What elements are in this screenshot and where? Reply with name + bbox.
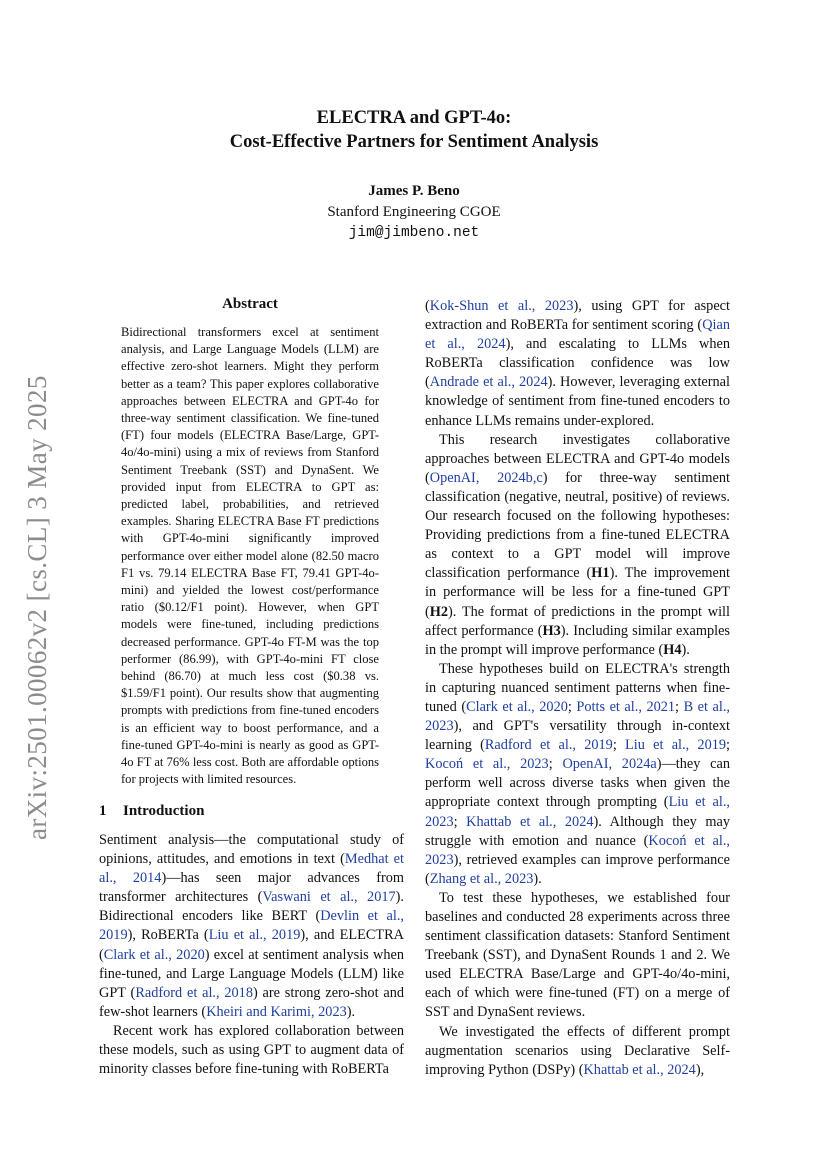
paper-title [0,106,828,154]
text-run: ; [453,813,467,830]
text-run: ; [675,698,684,715]
citation-link[interactable]: Andrade et al., 2024 [429,374,548,391]
citation-link[interactable]: Radford et al., 2018 [135,984,253,1001]
text-run: ), and ELECTRA ( [99,927,404,963]
text-run: We investigated the effects of different prompt augmentation scenarios using Declarative Self-improving Python (DSPy) ( [425,1023,730,1078]
text-run: These hypotheses build on ELECTRA's strength in capturing nuanced sentiment patterns when fine-tuned ( [425,660,730,715]
text-run: ; [567,698,577,715]
text-run: ). [681,641,690,658]
section-heading [99,803,405,820]
section-number: 1 [99,803,107,819]
citation-link[interactable]: Vaswani et al., 2017 [262,889,396,906]
paragraph [425,297,730,431]
text-run: ), using GPT for aspect extraction and RoBERTa for sentiment scoring ( [425,298,730,334]
text-run: )—has seen major advances from transformer architectures ( [99,870,404,906]
paragraph [425,889,730,1023]
paragraph [425,431,730,660]
text-run: This research investigates collaborative approaches between ELECTRA and GPT-4o models ( [425,431,730,486]
text-run: ). The format of predictions in the prompt will affect performance ( [425,603,730,639]
arxiv-identifier[interactable]: arXiv:2501.00062v2 [cs.CL] 3 May 2025 [22,375,52,840]
author-block [0,181,828,244]
text-run: ; [548,756,563,773]
paragraph [99,1022,404,1079]
citation-link[interactable]: Clark et al., 2020 [103,946,205,963]
text-run: Recent work has explored collaboration between these models, such as using GPT to augment data of minority classes before fine-tuning with RoBERTa [99,1022,404,1078]
text-run: ) for three-way sentiment classification (negative, neutral, positive) of reviews. Our research focused on the following hypotheses: Providing predictions from a fine-tuned ELECTRA as context to a GPT model will improve classification performance ( [425,469,730,582]
citation-link[interactable]: Liu et al., 2019 [208,927,301,944]
paragraph [425,1023,730,1080]
hypothesis-label: H1 [591,565,610,582]
citation-link[interactable]: Potts et al., 2021 [576,698,676,715]
paragraph [425,660,730,889]
author-name: James P. Beno [368,183,460,199]
text-run: ). Including similar examples in the prompt will improve performance ( [425,622,730,658]
citation-link[interactable]: Devlin et al., 2019 [99,908,404,944]
text-run: )—they can perform well across diverse tasks when given the appropriate context through prompting ( [425,756,731,811]
left-column-body [99,831,404,1079]
text-run: ), [695,1061,705,1078]
citation-link[interactable]: Radford et al., 2019 [484,737,613,754]
citation-link[interactable]: Kok-Shun et al., 2023 [429,298,574,314]
text-run: ), retrieved examples can improve performance ( [425,851,730,887]
text-run: ( [425,298,430,314]
citation-link[interactable]: Liu et al., 2019 [625,737,727,754]
text-run: ), and escalating to LLMs when RoBERTa classification confidence was low ( [425,336,730,391]
text-run: ). [533,870,542,887]
text-run: Sentiment analysis—the computational study of opinions, attitudes, and emotions in text ( [99,832,404,868]
right-column-body [425,297,730,1080]
citation-link[interactable]: OpenAI, 2024a [562,756,657,773]
citation-link[interactable]: Medhat et al., 2014 [99,851,404,887]
citation-link[interactable]: OpenAI, 2024b,c [429,469,543,486]
title-line-1: ELECTRA and GPT-4o: [316,108,512,128]
paragraph [99,831,404,1022]
abstract-text: Bidirectional transformers excel at sentiment analysis, and Large Language Models (LLM) are effective zero-shot learners. Might they perform better as a team? This paper explores collaborative approaches between ELECTRA and GPT-4o for three-way sentiment classification. We fine-tuned (FT) four models (ELECTRA Base/Large, GPT-4o/4o-mini) using a mix of reviews from Stanford Sentiment Treebank (SST) and DynaSent. We provided input from ELECTRA to GPT as: predicted label, probabilities, and retrieved examples. Sharing ELECTRA Base FT predictions with GPT-4o-mini significantly improved performance over either model alone (82.50 macro F1 vs. 79.14 ELECTRA Base FT, 79.41 GPT-4o-mini) and yielded the lowest cost/performance ratio ($0.12/F1 point). However, when GPT models were fine-tuned, including predictions decreased performance. GPT-4o FT-M was the top performer (86.99), with GPT-4o-mini FT close behind (86.70) at much less cost ($0.38 vs. $1.59/F1 point). Our results show that augmenting prompts with predictions from fine-tuned encoders is an efficient way to boost performance, and a fine-tuned GPT-4o-mini is nearly as good as GPT-4o FT at 76% less cost. Both are affordable options for projects with limited resources. [121,325,379,787]
citation-link[interactable]: Liu et al., 2023 [425,794,730,830]
citation-link[interactable]: Khattab et al., 2024 [583,1061,696,1078]
abstract-heading: Abstract [222,296,278,312]
citation-link[interactable]: Kocoń et al., 2023 [425,756,549,773]
citation-link[interactable]: B et al., 2023 [425,698,730,735]
hypothesis-label: H4 [663,641,682,658]
author-email[interactable]: jim@jimbeno.net [348,225,480,241]
hypothesis-label: H3 [542,622,561,639]
text-run: ) excel at sentiment analysis when fine-tuned, and Large Language Models (LLM) like GPT ( [99,946,404,1001]
text-run: ) are strong zero-shot and few-shot learners ( [99,984,405,1020]
text-run: To test these hypotheses, we established four baselines and conducted 28 experiments across three sentiment classification datasets: Stanford Sentiment Treebank (SST), and DynaSent Rounds 1 and 2. We used ELECTRA Base/Large and GPT-4o/4o-mini, each of which were fine-tuned (FT) on a merge of SST and DynaSent reviews. [425,889,730,1021]
text-run: ). However, leveraging external knowledge of sentiment from fine-tuned encoders to enhance LLMs remains under-explored. [425,374,730,429]
citation-link[interactable]: Khattab et al., 2024 [466,813,594,830]
text-run: ; [726,737,730,754]
text-run: ). Bidirectional encoders like BERT ( [99,889,404,925]
citation-link[interactable]: Kocoń et al., 2023 [425,832,730,868]
text-run: ). [346,1003,356,1020]
citation-link[interactable]: Zhang et al., 2023 [429,870,534,887]
hypothesis-label: H2 [429,603,449,620]
citation-link[interactable]: Clark et al., 2020 [466,698,568,715]
text-run: ), RoBERTa ( [127,927,209,944]
author-affiliation: Stanford Engineering CGOE [327,204,501,220]
title-line-2: Cost-Effective Partners for Sentiment Analysis [229,132,599,152]
text-run: ), and GPT's versatility through in-context learning ( [425,718,730,754]
text-run: ). Although they may struggle with emotion and nuance ( [425,813,731,849]
text-run: ). The improvement in performance will be less for a fine-tuned GPT ( [425,565,730,620]
text-run: ; [612,737,626,754]
citation-link[interactable]: Kheiri and Karimi, 2023 [206,1003,347,1020]
section-title: Introduction [123,803,205,819]
citation-link[interactable]: Qian et al., 2024 [425,317,730,353]
